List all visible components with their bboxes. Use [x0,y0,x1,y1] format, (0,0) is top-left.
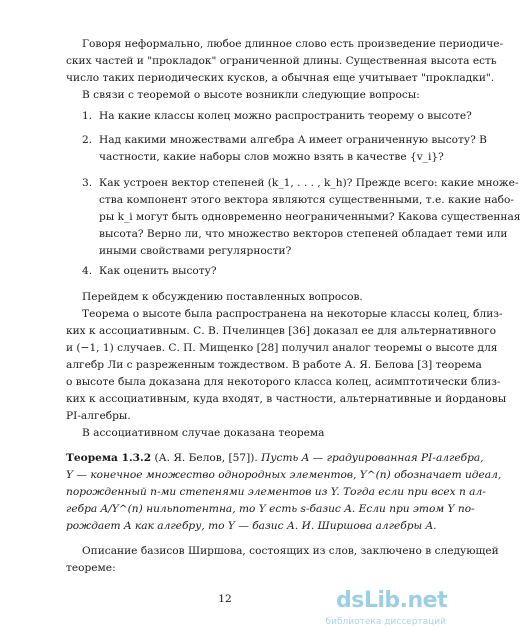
theorem-line-4: гебра A/Y^(n) нильпотентна, то Y есть s-базис A. Если при этом Y по- [66,503,475,515]
discussion-line-5: алгебр Ли с разреженным тождеством. В работе А. Я. Белова [3] теорема [66,359,482,371]
question-1-line-1: На какие классы колец можно распространить теорему о высоте? [99,110,472,122]
intro-line-2: ских частей и "прокладок" ограниченной длины. Существенная высота есть [66,55,497,67]
theorem-text-1: Пусть A — градуированная PI-алгебра, [261,452,484,464]
watermark-logo: dsLib.net [336,588,448,613]
question-2-line-1: Над какими множествами алгебра A имеет ограниченную высоту? В [99,134,487,146]
intro-line-1: Говоря неформально, любое длинное слово есть произведение периодиче- [82,38,504,50]
discussion-line-4: и (−1, 1) случаев. С. П. Мищенко [28] получил аналог теоремы о высоте для [66,342,498,354]
question-3-line-2: ства компонент этого вектора являются существенными, т.е. какие набо- [99,194,514,206]
question-3-number: 3. [82,177,93,189]
theorem-line-5: рождает A как алгебру, то Y — базис А. И. Ширшова алгебры A. [66,520,437,532]
discussion-line-6: о высоте была доказана для некоторого класса колец, асимптотически близ- [66,376,501,388]
question-4-number: 4. [82,265,93,277]
theorem-line-3: порожденный n-ми степенями элементов из Y. Тогда если при всех n ал- [66,486,486,498]
question-4-line-1: Как оценить высоту? [99,265,217,277]
question-1-number: 1. [82,110,93,122]
assoc-case-line: В ассоциативном случае доказана теорема [82,427,325,439]
discussion-line-1: Перейдем к обсуждению поставленных вопросов. [82,291,363,303]
theorem-label: Теорема 1.3.2 [66,452,152,464]
question-3-line-1: Как устроен вектор степеней (k_1, . . . , k_h)? Прежде всего: какие множе- [99,177,519,189]
question-2-line-2: частности, какие наборы слов можно взять в качестве {v_i}? [99,151,444,163]
closing-line-1: Описание базисов Ширшова, состоящих из слов, заключено в следующей [82,545,499,557]
page-number: 12 [218,593,232,605]
watermark [322,588,446,634]
question-3-line-4: высота? Верно ли, что множество векторов степеней обладает теми или [99,228,508,240]
discussion-line-8: PI-алгебры. [66,410,131,422]
questions-intro: В связи с теоремой о высоте возникли следующие вопросы: [82,89,420,101]
intro-line-3: число таких периодических кусков, а обычная еще учитывает "прокладки". [66,72,495,84]
question-2-number: 2. [82,134,93,146]
question-3-line-3: ры k_i могут быть одновременно неограниченными? Какова существенная [99,211,520,223]
discussion-line-7: ких к ассоциативным, куда входят, в частности, альтернативные и йордановы [66,393,507,405]
theorem-line-1 [66,452,484,465]
discussion-line-3: ких к ассоциативным. С. В. Пчелинцев [36] доказал ее для альтернативного [66,325,496,337]
watermark-subtitle: библиотека диссертаций [325,617,446,627]
theorem-line-2: Y — конечное множество однородных элементов, Y^(n) обозначает идеал, [66,469,502,481]
closing-line-2: теореме: [66,562,116,574]
theorem-source: (А. Я. Белов, [57]). [154,452,258,464]
discussion-line-2: Теорема о высоте была распространена на некоторые классы колец, близ- [82,308,503,320]
question-3-line-5: иными свойствами регулярности? [99,245,292,257]
